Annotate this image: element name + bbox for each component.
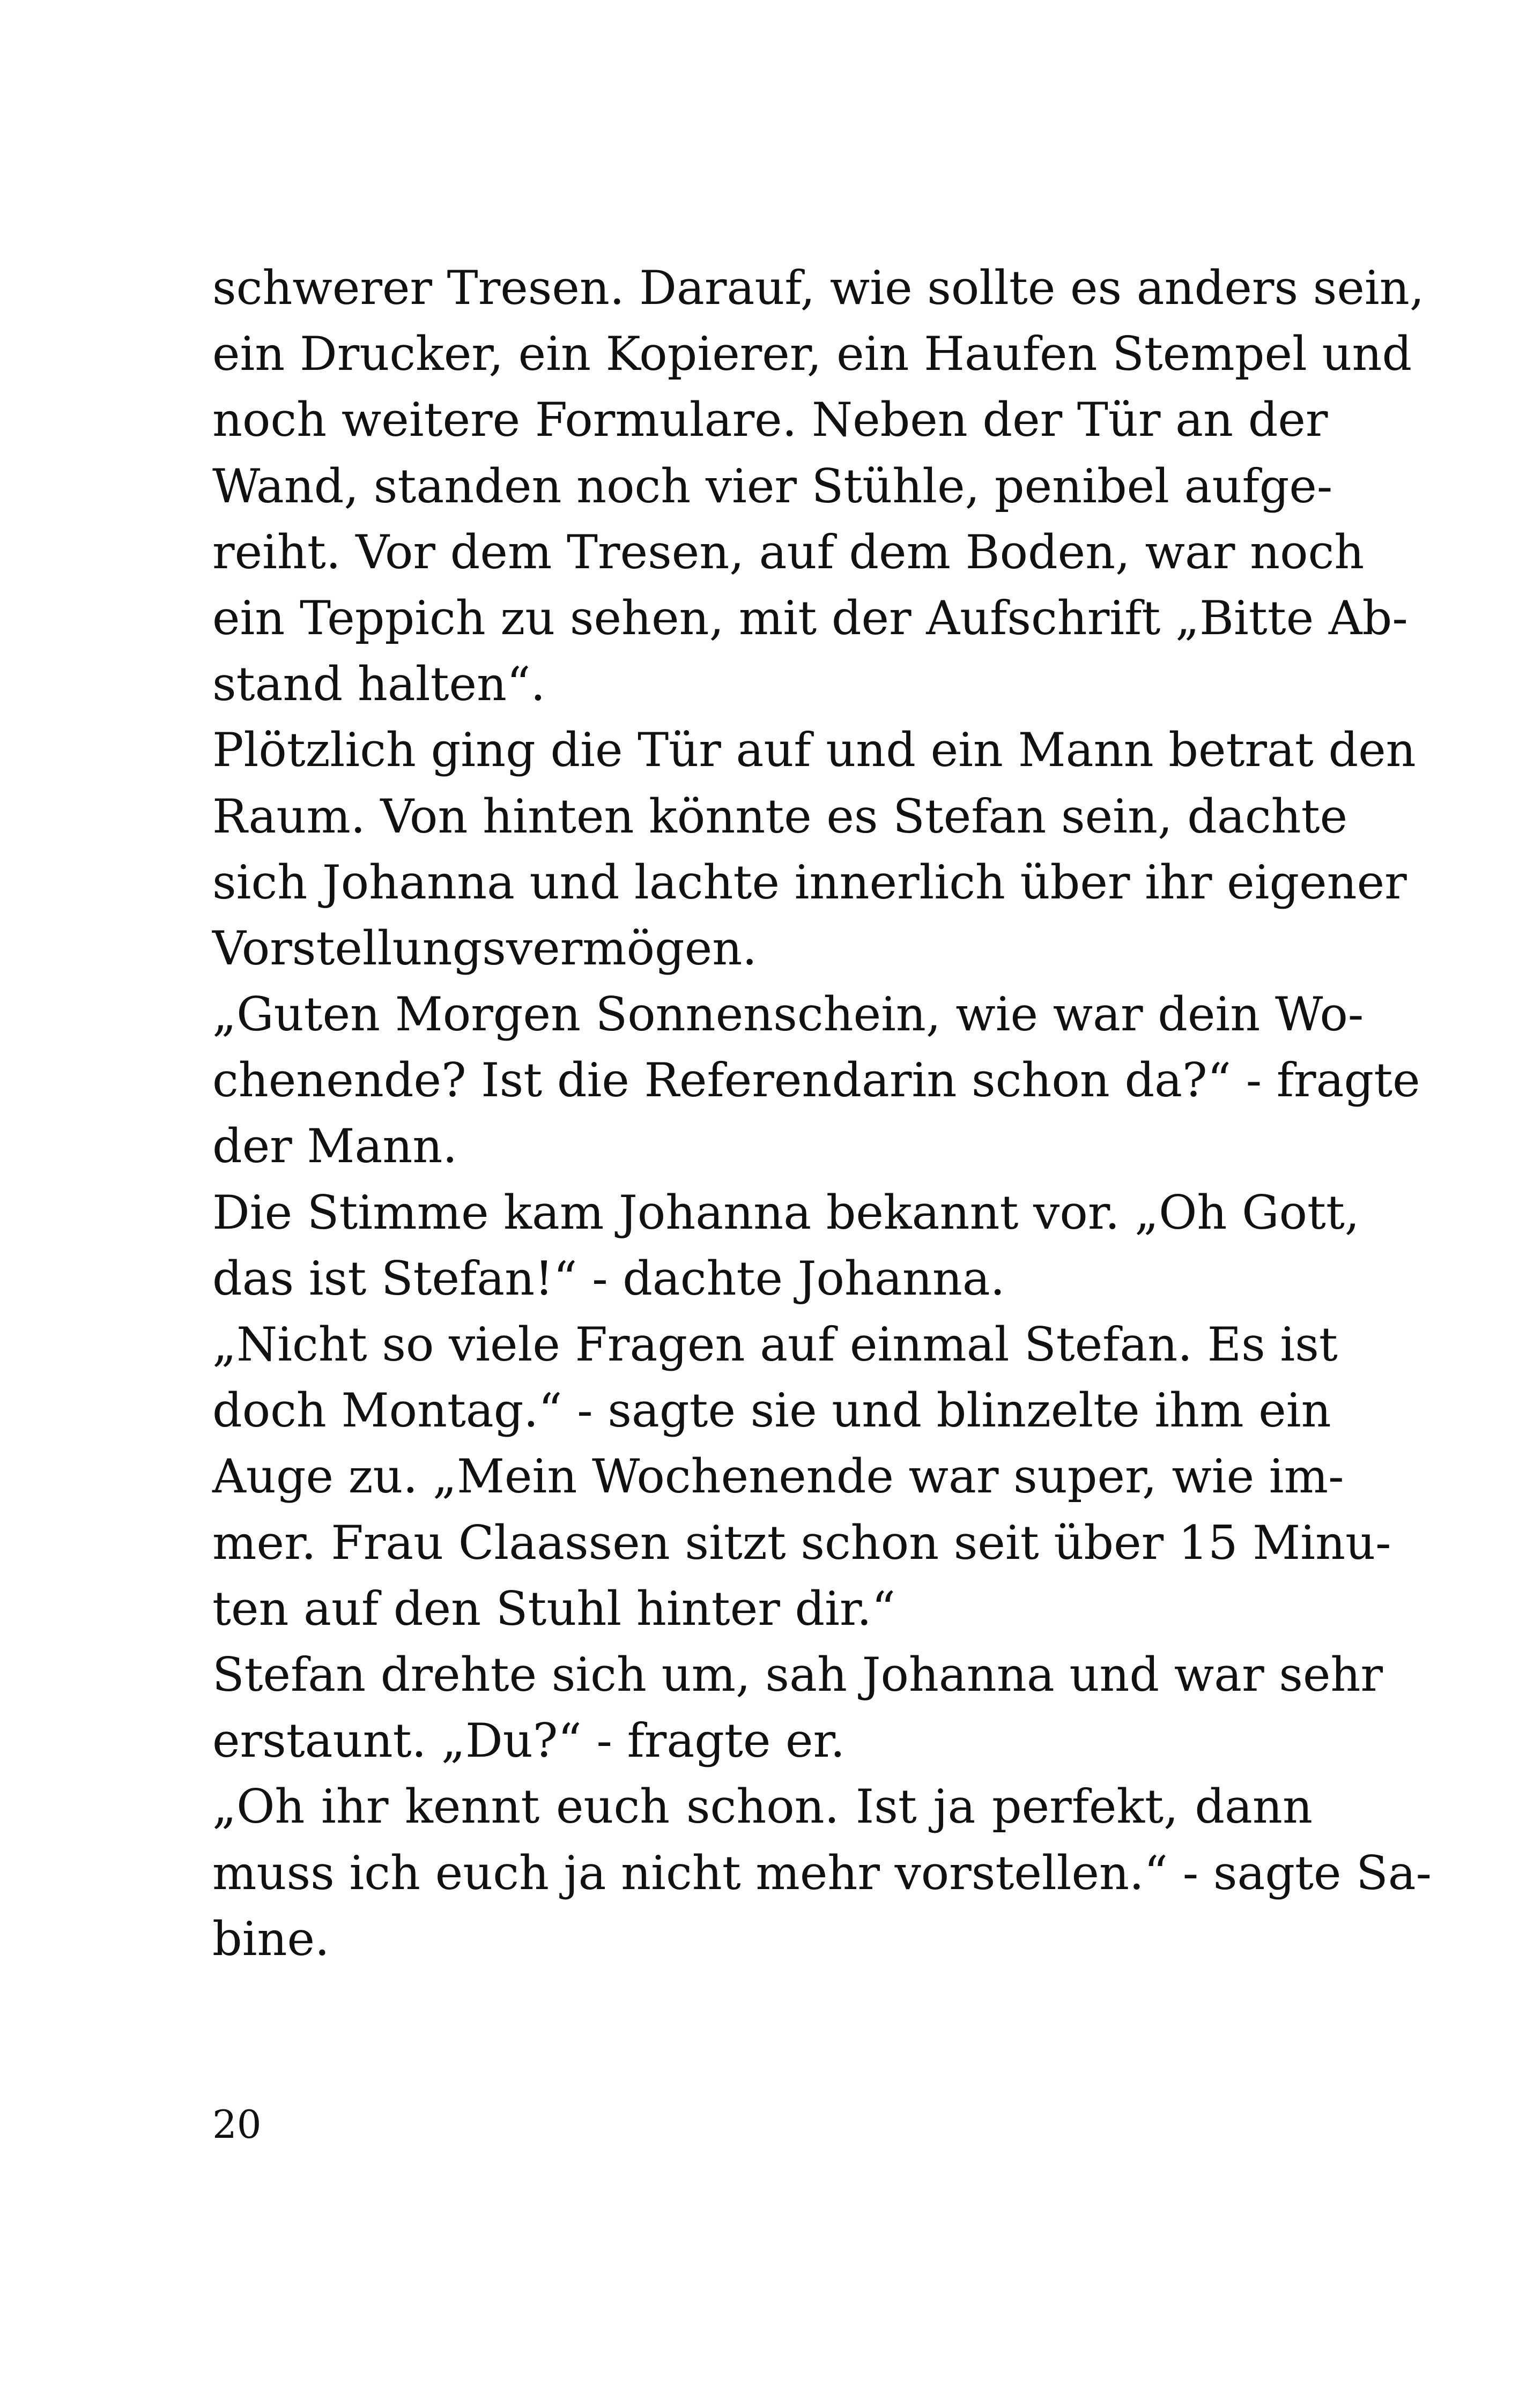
page-number: 20 [212,2102,262,2147]
text-line: ten auf den Stuhl hinter dir.“ [212,1581,896,1636]
text-line: Wand, standen noch vier Stühle, penibel aufge- [212,458,1333,514]
text-line: chenende? Ist die Referendarin schon da?“ - fragte [212,1053,1420,1108]
text-line: schwerer Tresen. Darauf, wie sollte es anders sein, [212,261,1425,315]
text-line: „Guten Morgen Sonnenschein, wie war dein Wo- [212,987,1364,1042]
text-line: „Oh ihr kennt euch schon. Ist ja perfekt, dann [212,1779,1313,1834]
text-line: Stefan drehte sich um, sah Johanna und war sehr [212,1647,1383,1702]
text-line: muss ich euch ja nicht mehr vorstellen.“ - sagte Sa- [212,1845,1432,1900]
body-text [212,255,1432,1972]
text-line: mer. Frau Claassen sitzt schon seit über 15 Minu- [212,1515,1391,1570]
text-line: bine. [212,1911,330,1966]
text-line: Vorstellungsvermögen. [212,920,757,976]
text-line: sich Johanna und lachte innerlich über ihr eigener [212,854,1407,910]
text-line: „Nicht so viele Fragen auf einmal Stefan. Es ist [212,1317,1338,1372]
text-line: das ist Stefan!“ - dachte Johanna. [212,1251,1005,1306]
text-line: Auge zu. „Mein Wochenende war super, wie im- [212,1449,1344,1504]
text-line: erstaunt. „Du?“ - fragte er. [212,1713,846,1768]
text-line: noch weitere Formulare. Neben der Tür an der [212,392,1328,448]
text-line: Raum. Von hinten könnte es Stefan sein, dachte [212,789,1348,844]
text-line: Plötzlich ging die Tür auf und ein Mann betrat den [212,723,1416,778]
text-line: stand halten“. [212,657,546,712]
text-line: ein Drucker, ein Kopierer, ein Haufen Stempel und [212,326,1412,382]
text-line: Die Stimme kam Johanna bekannt vor. „Oh Gott, [212,1185,1360,1240]
text-line: der Mann. [212,1119,458,1174]
text-line: ein Teppich zu sehen, mit der Aufschrift „Bitte Ab- [212,590,1408,645]
text-line: reiht. Vor dem Tresen, auf dem Boden, war noch [212,524,1365,579]
text-line: doch Montag.“ - sagte sie und blinzelte ihm ein [212,1383,1331,1438]
